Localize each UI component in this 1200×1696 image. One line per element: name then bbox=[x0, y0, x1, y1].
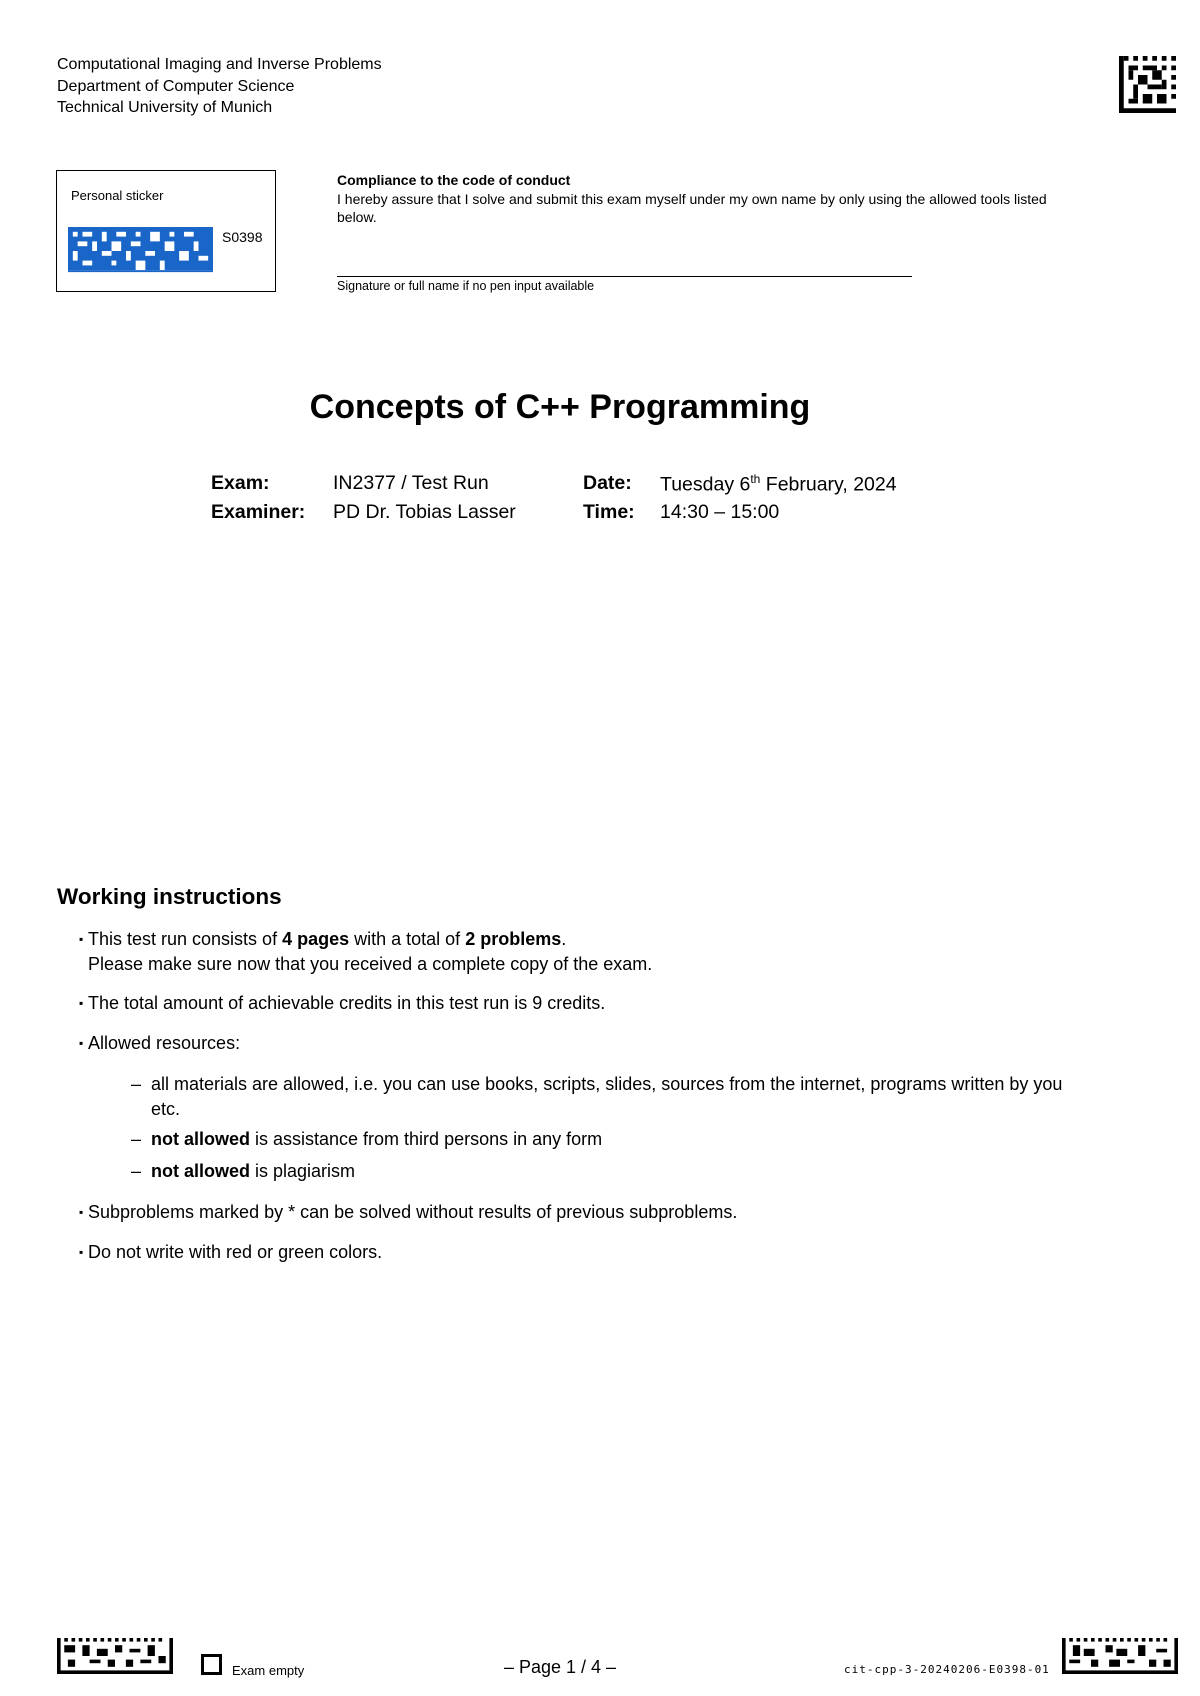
examiner-value: PD Dr. Tobias Lasser bbox=[333, 501, 516, 523]
compliance-title: Compliance to the code of conduct bbox=[337, 172, 571, 188]
datamatrix-top-right bbox=[1119, 56, 1176, 113]
bullet-icon: ▪ bbox=[79, 1205, 84, 1219]
time-value: 14:30 – 15:00 bbox=[660, 501, 780, 523]
signature-line[interactable] bbox=[337, 276, 912, 277]
sticker-id: S0398 bbox=[222, 229, 263, 245]
dash-icon: – bbox=[131, 1129, 142, 1149]
examiner-label: Examiner: bbox=[211, 501, 306, 523]
date-label: Date: bbox=[583, 472, 632, 494]
dash-icon: – bbox=[131, 1074, 142, 1094]
page-number: – Page 1 / 4 – bbox=[503, 1657, 617, 1677]
datamatrix-bottom-right bbox=[1062, 1638, 1178, 1674]
dash-icon: – bbox=[131, 1161, 142, 1181]
compliance-section bbox=[337, 171, 1067, 227]
time-label: Time: bbox=[583, 501, 635, 523]
exam-empty-label: Exam empty bbox=[232, 1663, 305, 1678]
exam-title: Concepts of C++ Programming bbox=[309, 388, 811, 426]
instruction-item-3: ▪ Allowed resources: bbox=[88, 1031, 1088, 1056]
sticker-datamatrix-icon bbox=[68, 227, 213, 275]
bullet-icon: ▪ bbox=[79, 1036, 84, 1050]
personal-sticker-box bbox=[56, 170, 276, 292]
bullet-icon: ▪ bbox=[79, 932, 84, 946]
institution-header bbox=[57, 54, 382, 119]
resource-subitem-3: – not allowed is plagiarism bbox=[151, 1159, 1071, 1184]
institution-line-2: Department of Computer Science bbox=[57, 77, 295, 95]
instruction-item-5: ▪ Do not write with red or green colors. bbox=[88, 1240, 1088, 1265]
exam-value: IN2377 / Test Run bbox=[333, 472, 489, 494]
compliance-text: I hereby assure that I solve and submit this exam myself under my own name by only using the allowed tools listed below. bbox=[337, 190, 1047, 225]
date-value: Tuesday 6th February, 2024 bbox=[660, 472, 897, 496]
institution-line-3: Technical University of Munich bbox=[57, 99, 273, 116]
instruction-item-1: ▪ This test run consists of 4 pages with a total of 2 problems. Please make sure now that you received a complete copy of the exam. bbox=[79, 929, 653, 974]
exam-code: cit-cpp-3-20240206-E0398-01 bbox=[844, 1663, 1050, 1676]
resource-subitem-2: – not allowed is assistance from third persons in any form bbox=[151, 1127, 1071, 1152]
sticker-label: Personal sticker bbox=[71, 188, 164, 203]
institution-line-1: Computational Imaging and Inverse Problems bbox=[57, 56, 382, 73]
bullet-icon: ▪ bbox=[79, 1245, 84, 1259]
exam-label: Exam: bbox=[211, 472, 270, 494]
resource-subitem-1: – all materials are allowed, i.e. you can use books, scripts, slides, sources from the internet, programs written by you etc. bbox=[131, 1074, 1063, 1119]
bullet-icon: ▪ bbox=[79, 996, 84, 1010]
instructions-title: Working instructions bbox=[57, 884, 282, 909]
signature-label: Signature or full name if no pen input available bbox=[337, 279, 595, 293]
instruction-item-2: ▪ The total amount of achievable credits in this test run is 9 credits. bbox=[88, 991, 1088, 1016]
instruction-item-4: ▪ Subproblems marked by * can be solved without results of previous subproblems. bbox=[88, 1200, 1088, 1225]
